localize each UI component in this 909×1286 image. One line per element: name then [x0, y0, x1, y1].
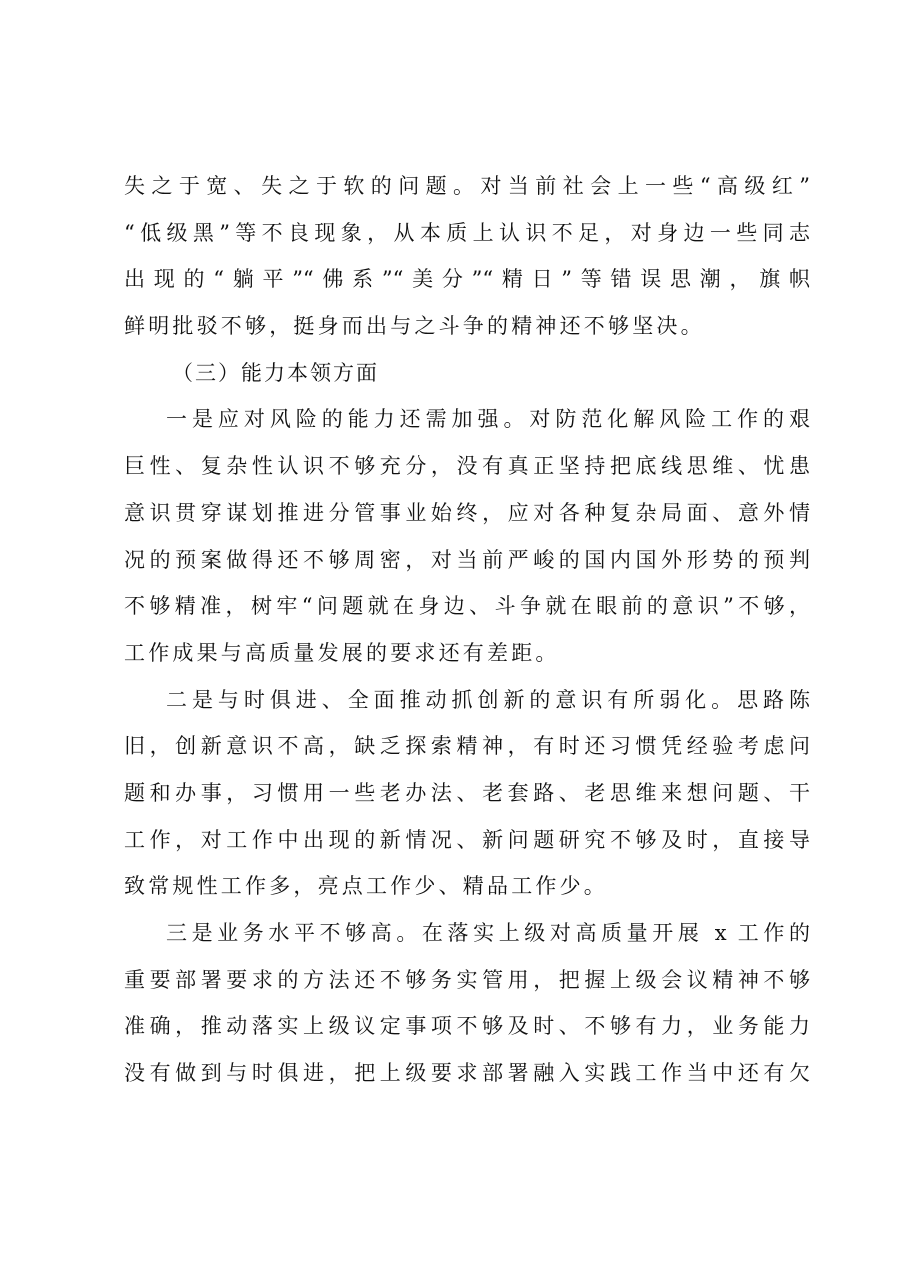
- body-line: 工作成果与高质量发展的要求还有差距。: [124, 640, 560, 665]
- body-line: 重要部署要求的方法还不够务实管用，把握上级会议精神不够: [124, 967, 810, 992]
- body-line: 准确，推动落实上级议定事项不够及时、不够有力，业务能力: [124, 1014, 810, 1039]
- body-line: 意识贯穿谋划推进分管事业始终，应对各种复杂局面、意外情: [124, 500, 810, 525]
- paragraph-first-line: 一是应对风险的能力还需加强。对防范化解风险工作的艰: [166, 407, 810, 432]
- paragraph-first-line: 三是业务水平不够高。在落实上级对高质量开展 x 工作的: [166, 921, 810, 945]
- body-line: 况的预案做得还不够周密，对当前严峻的国内国外形势的预判: [124, 547, 810, 572]
- body-line: “低级黑”等不良现象，从本质上认识不足，对身边一些同志: [124, 220, 810, 245]
- body-line: 不够精准，树牢“问题就在身边、斗争就在眼前的意识”不够，: [124, 594, 810, 619]
- body-line: 没有做到与时俱进，把上级要求部署融入实践工作当中还有欠: [124, 1061, 810, 1086]
- body-line: 失之于宽、失之于软的问题。对当前社会上一些“高级红”: [124, 174, 810, 198]
- body-line: 巨性、复杂性认识不够充分，没有真正坚持把底线思维、忧患: [124, 454, 810, 479]
- body-line: 旧，创新意识不高，缺乏探索精神，有时还习惯凭经验考虑问: [124, 734, 810, 759]
- body-line: 工作，对工作中出现的新情况、新问题研究不够及时，直接导: [124, 827, 810, 852]
- document-body: [124, 163, 810, 1097]
- body-line: 出现的“躺平”“佛系”“美分”“精日”等错误思潮，旗帜: [124, 267, 810, 292]
- body-line: 题和办事，习惯用一些老办法、老套路、老思维来想问题、干: [124, 780, 810, 805]
- body-line: 致常规性工作多，亮点工作少、精品工作少。: [124, 874, 608, 899]
- body-line: 鲜明批驳不够，挺身而出与之斗争的精神还不够坚决。: [124, 314, 705, 339]
- paragraph-first-line: 二是与时俱进、全面推动抓创新的意识有所弱化。思路陈: [166, 687, 810, 712]
- section-heading: （三）能力本领方面: [172, 360, 379, 385]
